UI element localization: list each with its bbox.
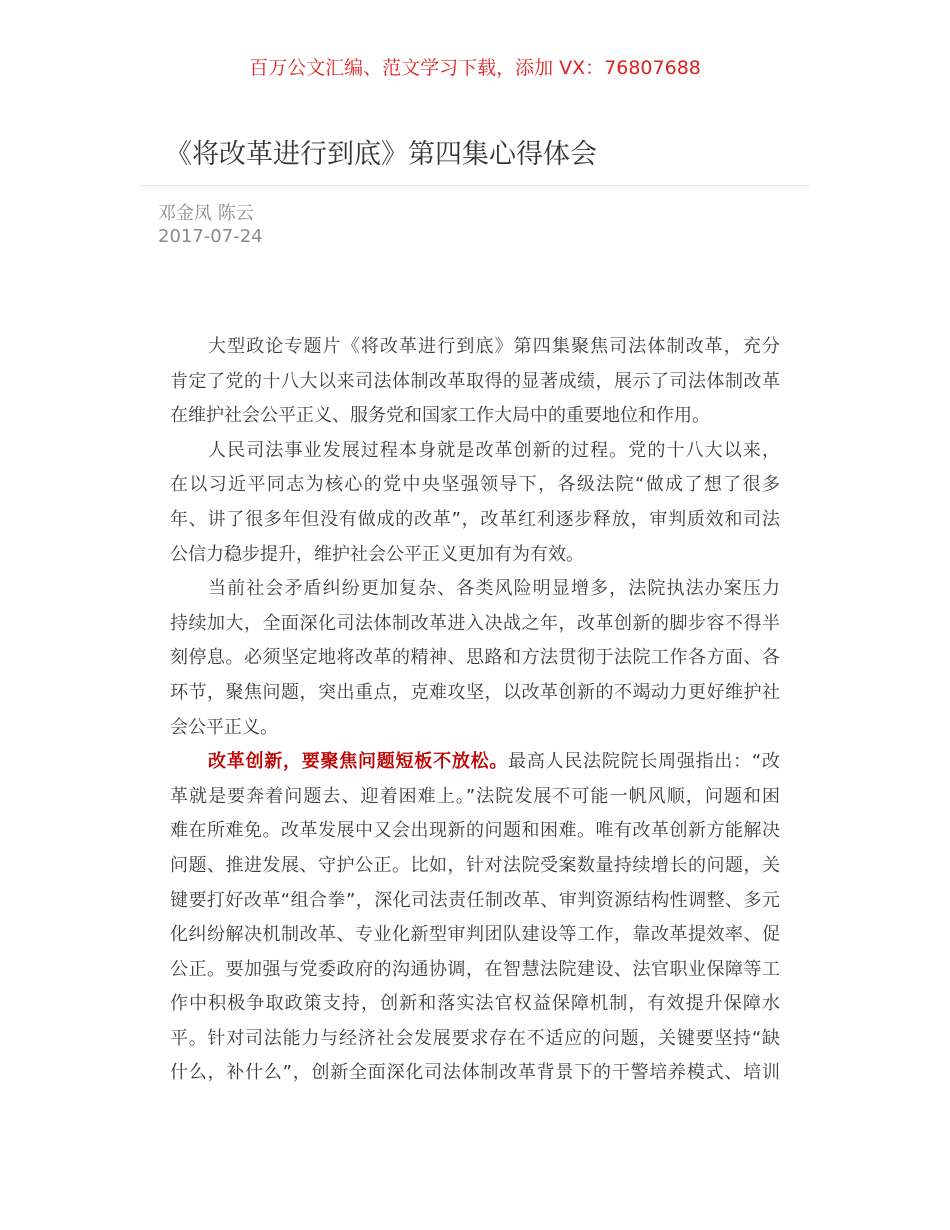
line-text: 难在所难免。改革发展中又会出现新的问题和困难。唯有改革创新方能解决 <box>170 820 780 842</box>
text-line <box>170 538 780 573</box>
line-text: 公信力稳步提升，维护社会公平正义更加有为有效。 <box>170 543 584 565</box>
text-line <box>170 330 780 365</box>
text-line <box>170 745 780 780</box>
line-text: 肯定了党的十八大以来司法体制改革取得的显著成绩，展示了司法体制改革 <box>170 370 780 392</box>
text-line <box>170 1056 780 1091</box>
text-line <box>170 641 780 676</box>
article-body <box>170 330 780 1091</box>
text-line <box>170 434 780 469</box>
line-text: 年、讲了很多年但没有做成的改革”，改革红利逐步释放，审判质效和司法 <box>170 508 780 530</box>
text-line <box>170 711 780 746</box>
text-line <box>170 572 780 607</box>
text-line <box>170 1022 780 1057</box>
text-line <box>170 780 780 815</box>
line-text: 当前社会矛盾纠纷更加复杂、各类风险明显增多，法院执法办案压力 <box>208 578 780 600</box>
line-text: 会公平正义。 <box>170 716 278 738</box>
line-text: 平。针对司法能力与经济社会发展要求存在不适应的问题，关键要坚持“缺 <box>170 1027 780 1049</box>
line-text: 在维护社会公平正义、服务党和国家工作大局中的重要地位和作用。 <box>170 405 710 427</box>
text-line <box>170 365 780 400</box>
paragraph <box>170 330 780 434</box>
text-line <box>170 607 780 642</box>
paragraph <box>170 745 780 1091</box>
text-line <box>170 849 780 884</box>
line-text: 环节，聚焦问题，突出重点，克难攻坚，以改革创新的不竭动力更好维护社 <box>170 681 780 703</box>
line-text: 键要打好改革“组合拳”，深化司法责任制改革、审判资源结构性调整、多元 <box>170 889 780 911</box>
text-line <box>170 676 780 711</box>
text-line <box>170 918 780 953</box>
paragraph <box>170 434 780 572</box>
line-text: 革就是要奔着问题去、迎着困难上。”法院发展不可能一帆风顺，问题和困 <box>170 785 780 807</box>
text-line <box>170 399 780 434</box>
download-banner: 百万公文汇编、范文学习下载，添加 VX：76807688 <box>249 57 701 79</box>
line-text: 大型政论专题片《将改革进行到底》第四集聚焦司法体制改革，充分 <box>208 336 780 357</box>
line-text: 问题、推进发展、守护公正。比如，针对法院受案数量持续增长的问题，关 <box>170 854 780 876</box>
line-text: 最高人民法院院长周强指出：“改 <box>508 751 780 773</box>
line-text: 人民司法事业发展过程本身就是改革创新的过程。党的十八大以来， <box>208 439 780 461</box>
line-text: 持续加大，全面深化司法体制改革进入决战之年，改革创新的脚步容不得半 <box>170 612 780 634</box>
title-divider <box>140 185 810 186</box>
line-text: 作中积极争取政策支持，创新和落实法官权益保障机制，有效提升保障水 <box>170 993 780 1015</box>
text-line <box>170 814 780 849</box>
line-text: 公正。要加强与党委政府的沟通协调，在智慧法院建设、法官职业保障等工 <box>170 958 780 980</box>
text-line <box>170 884 780 919</box>
line-text: 什么，补什么”，创新全面深化司法体制改革背景下的干警培养模式、培训 <box>170 1062 780 1084</box>
line-text: 刻停息。必须坚定地将改革的精神、思路和方法贯彻于法院工作各方面、各 <box>170 647 780 669</box>
line-text: 在以习近平同志为核心的党中央坚强领导下，各级法院“做成了想了很多 <box>170 474 780 496</box>
article-title: 《将改革进行到底》第四集心得体会 <box>165 139 597 170</box>
lead-heading: 改革创新，要聚焦问题短板不放松。 <box>208 751 509 773</box>
line-text: 化纠纷解决机制改革、专业化新型审判团队建设等工作，靠改革提效率、促 <box>170 924 780 946</box>
article-author: 邓金凤 陈云 <box>158 203 254 224</box>
text-line <box>170 953 780 988</box>
article-date: 2017-07-24 <box>158 226 263 247</box>
text-line <box>170 468 780 503</box>
text-line <box>170 987 780 1022</box>
paragraph <box>170 572 780 745</box>
text-line <box>170 503 780 538</box>
